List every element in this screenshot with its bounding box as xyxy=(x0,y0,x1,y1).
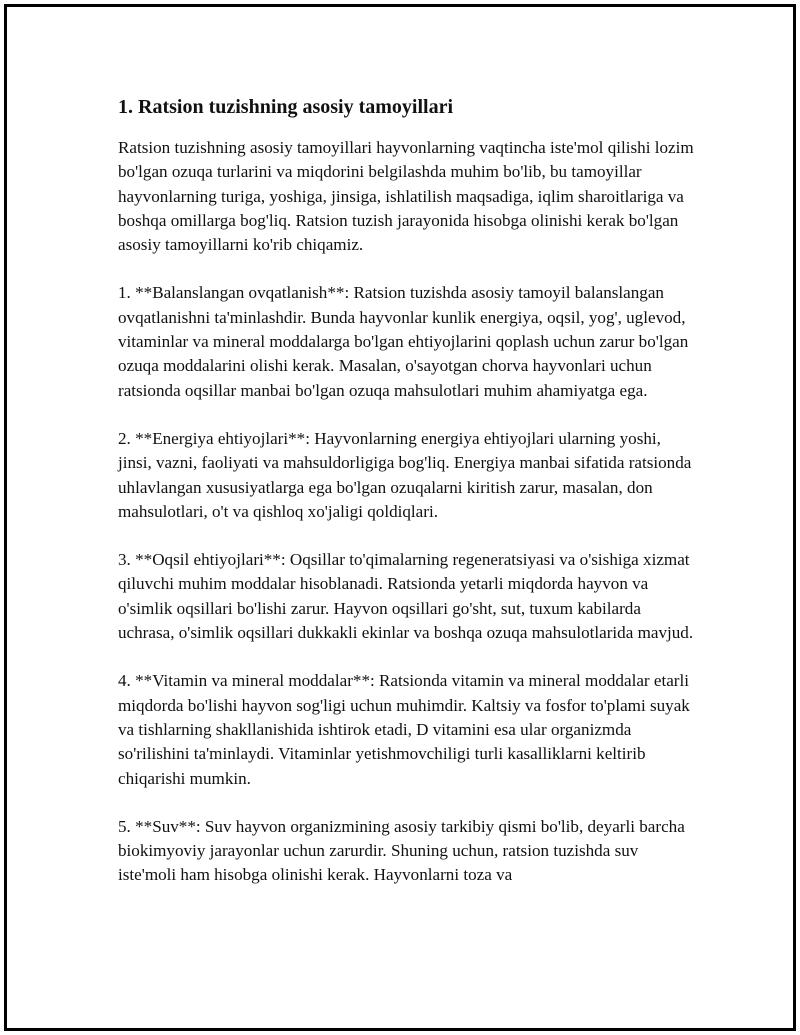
paragraph-water: 5. **Suv**: Suv hayvon organizmining asosiy tarkibiy qismi bo'lib, deyarli barcha biokimyoviy jarayonlar uchun zarurdir. Shuning uchun, ratsion tuzishda suv iste'moli ham hisobga olinishi kerak. Hayvonlarni toza va xyxy=(118,816,685,885)
section-heading: 1. Ratsion tuzishning asosiy tamoyillari xyxy=(118,96,454,118)
paragraph-protein-needs: 3. **Oqsil ehtiyojlari**: Oqsillar to'qimalarning regeneratsiyasi va o'sishiga xizmat qiluvchi muhim moddalar hisoblanadi. Ratsionda yetarli miqdorda hayvon va o'simlik oqsillari bo'lishi zarur. Hayvon oqsillari go'sht, sut, tuxum kabilarda uchrasa, o'simlik oqsillari dukkakli ekinlar va boshqa ozuqa mahsulotlarida mavjud. xyxy=(118,550,694,643)
paragraph-energy-needs: 2. **Energiya ehtiyojlari**: Hayvonlarning energiya ehtiyojlari ularning yoshi, jinsi, vazni, faoliyati va mahsuldorligiga bog'liq. Energiya manbai sifatida ratsionda uhlavlangan xususiyatlarga ega bo'lgan ozuqalarni kiritish zarur, masalan, don mahsulotlari, o't va qishloq xo'jaligi qoldiqlari. xyxy=(118,428,692,521)
paragraph-vitamins-minerals: 4. **Vitamin va mineral moddalar**: Ratsionda vitamin va mineral moddalar etarli miqdorda bo'lishi hayvon sog'ligi uchun muhimdir. Kaltsiy va fosfor to'plami suyak va tishlarning shakllanishida ishtirok etadi, D vitamini esa ular organizmda so'rilishini ta'minlaydi. Vitaminlar yetishmovchiligi turli kasalliklarni keltirib chiqarishi mumkin. xyxy=(118,671,690,788)
document-body xyxy=(118,94,698,912)
paragraph-balanced-nutrition: 1. **Balanslangan ovqatlanish**: Ratsion tuzishda asosiy tamoyil balanslangan ovqatlanishni ta'minlashdir. Bunda hayvonlar kunlik energiya, oqsil, yog', uglevod, vitaminlar va mineral moddalarga bo'lgan ehtiyojlarini qoplash uchun zarur bo'lgan ozuqa moddalarini olishi kerak. Masalan, o'sayotgan chorva hayvonlari uchun ratsionda oqsillar manbai bo'lgan ozuqa mahsulotlari muhim ahamiyatga ega. xyxy=(118,283,689,400)
intro-paragraph: Ratsion tuzishning asosiy tamoyillari hayvonlarning vaqtincha iste'mol qilishi lozim bo'lgan ozuqa turlarini va miqdorini belgilashda muhim bo'lib, bu tamoyillar hayvonlarning turiga, yoshiga, jinsiga, ishlatilish maqsadiga, iqlim sharoitlariga va boshqa omillarga bog'liq. Ratsion tuzish jarayonida hisobga olinishi kerak bo'lgan asosiy tamoyillarni ko'rib chiqamiz. xyxy=(118,138,694,255)
